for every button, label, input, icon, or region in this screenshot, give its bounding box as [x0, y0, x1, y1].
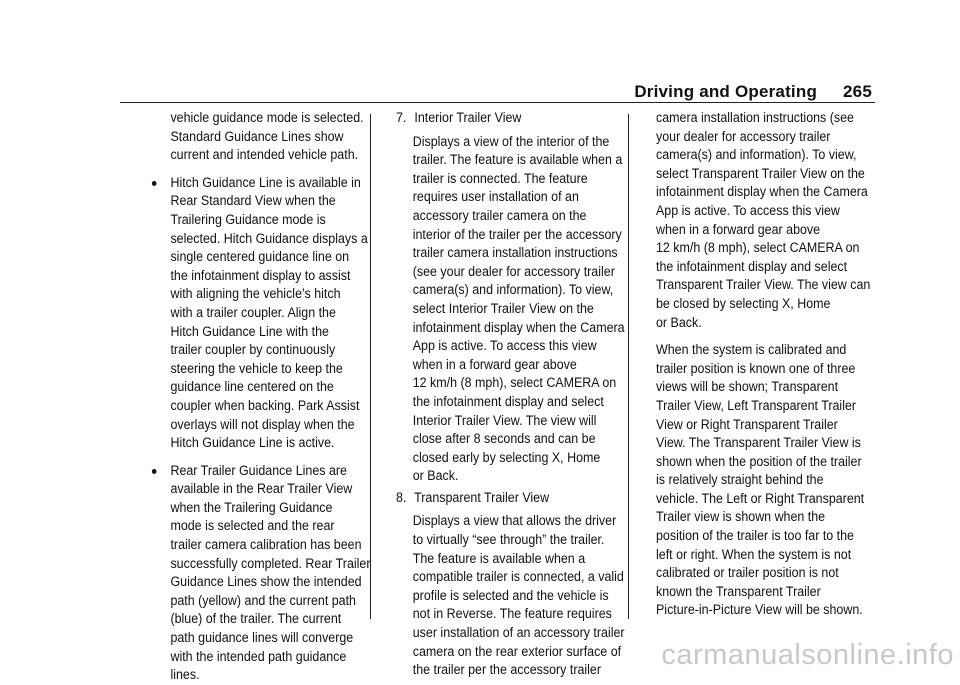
- text-line: the trailer per the accessory trailer: [412, 662, 602, 678]
- text-line: Picture-in-Picture View will be shown.: [656, 602, 863, 618]
- column-3: [656, 109, 879, 620]
- text-line: user installation of an accessory trailer: [412, 625, 625, 641]
- text-line: trailer camera calibration has been: [170, 537, 362, 553]
- item-title: Transparent Trailer View: [414, 489, 550, 505]
- text-line: Interior Trailer View. The view will: [412, 412, 597, 428]
- text-line: path (yellow) and the current path: [170, 592, 356, 608]
- item-interior-trailer-view: [396, 109, 625, 486]
- item-transparent-trailer-view: [396, 489, 625, 680]
- text-line: select Interior Trailer View on the: [412, 300, 594, 316]
- text-line: Trailering Guidance mode is: [170, 211, 326, 227]
- text-line: The feature is available when a: [412, 550, 586, 566]
- text-line: When the system is calibrated and: [656, 342, 847, 358]
- text-line: path guidance lines will converge: [170, 630, 354, 646]
- continued-text: [150, 109, 364, 165]
- bullet-icon: [152, 181, 157, 186]
- text-line: calibrated or trailer position is not: [656, 565, 839, 581]
- text-line: or Back.: [412, 468, 459, 484]
- text-line: selected. Hitch Guidance displays a: [170, 230, 368, 246]
- text-line: your dealer for accessory trailer: [656, 128, 831, 144]
- text-line: be closed by selecting X, Home: [656, 295, 831, 311]
- text-line: current and intended vehicle path.: [170, 147, 359, 163]
- item-number: 7.: [396, 110, 407, 125]
- text-line: App is active. To access this view: [656, 202, 840, 218]
- text-line: infotainment display when the Camera: [656, 184, 868, 200]
- item-title: Interior Trailer View: [414, 110, 522, 125]
- text-line: View or Right Transparent Trailer: [656, 416, 838, 432]
- column-divider-1: [370, 114, 371, 619]
- text-line: mode is selected and the rear: [170, 518, 335, 534]
- text-line: close after 8 seconds and can be: [412, 431, 596, 447]
- text-line: closed early by selecting X, Home: [412, 449, 601, 465]
- page-header: [634, 82, 872, 102]
- text-line: steering the vehicle to keep the: [170, 360, 343, 376]
- text-line: 12 km/h (8 mph), select CAMERA on: [656, 240, 860, 256]
- text-line: camera installation instructions (see: [656, 110, 854, 125]
- text-line: Hitch Guidance Line is available in: [170, 174, 361, 190]
- text-line: the infotainment display and select: [656, 258, 848, 274]
- text-line: lines.: [170, 667, 200, 683]
- paragraph-calibration: [656, 341, 879, 620]
- text-line: camera(s) and information). To view,: [656, 147, 857, 163]
- section-title: Driving and Operating: [634, 82, 818, 101]
- text-line: Rear Standard View when the: [170, 193, 336, 209]
- text-line: trailer camera installation instructions: [412, 245, 618, 261]
- text-line: is relatively straight behind the: [656, 472, 824, 488]
- text-line: camera on the rear exterior surface of: [412, 643, 622, 659]
- text-line: single centered guidance line on: [170, 249, 350, 265]
- text-line: trailer position is known one of three: [656, 360, 856, 376]
- text-line: Guidance Lines show the intended: [170, 574, 362, 590]
- text-line: views will be shown; Transparent: [656, 379, 839, 395]
- text-line: known the Transparent Trailer: [656, 583, 821, 599]
- bullet-icon: [152, 469, 157, 474]
- text-line: left or right. When the system is not: [656, 546, 852, 562]
- paragraph-view-instructions: [656, 109, 879, 332]
- text-line: (see your dealer for accessory trailer: [412, 263, 615, 279]
- text-line: infotainment display when the Camera: [412, 319, 625, 335]
- text-line: Hitch Guidance Line is active.: [170, 435, 335, 451]
- bullet-hitch-guidance: [150, 174, 368, 453]
- text-line: the infotainment display to assist: [170, 267, 351, 283]
- text-line: guidance line centered on the: [170, 379, 334, 395]
- text-line: 12 km/h (8 mph), select CAMERA on: [412, 375, 617, 391]
- column-2: [396, 109, 625, 680]
- text-line: trailer is connected. The feature: [412, 170, 588, 186]
- text-line: not in Reverse. The feature requires: [412, 606, 612, 622]
- text-line: available in the Rear Trailer View: [170, 481, 353, 497]
- text-line: trailer coupler by continuously: [170, 342, 336, 358]
- bullet-rear-trailer-guidance: [150, 462, 371, 685]
- text-line: overlays will not display when the: [170, 416, 355, 432]
- text-line: requires user installation of an: [412, 189, 579, 205]
- text-line: to virtually “see through” the trailer.: [412, 532, 605, 548]
- column-1: [150, 109, 371, 685]
- text-line: the infotainment display and select: [412, 393, 604, 409]
- text-line: compatible trailer is connected, a valid: [412, 569, 624, 585]
- text-line: successfully completed. Rear Trailer: [170, 555, 371, 571]
- text-line: when in a forward gear above: [412, 356, 577, 372]
- text-line: select Transparent Trailer View on the: [656, 165, 865, 181]
- text-line: when the Trailering Guidance: [170, 499, 333, 515]
- text-line: Hitch Guidance Line with the: [170, 323, 329, 339]
- text-line: Standard Guidance Lines show: [170, 128, 344, 144]
- text-line: trailer. The feature is available when a: [412, 152, 623, 168]
- header-rule: [120, 102, 875, 103]
- text-line: position of the trailer is too far to the: [656, 528, 854, 544]
- text-line: (blue) of the trailer. The current: [170, 611, 342, 627]
- text-line: Displays a view that allows the driver: [412, 513, 617, 529]
- text-line: View. The Transparent Trailer View is: [656, 435, 861, 451]
- text-line: Rear Trailer Guidance Lines are: [170, 462, 347, 478]
- text-line: or Back.: [656, 314, 702, 330]
- text-line: vehicle. The Left or Right Transparent: [656, 490, 865, 506]
- page-number: 265: [843, 82, 872, 101]
- text-line: with a trailer coupler. Align the: [170, 304, 336, 320]
- text-line: profile is selected and the vehicle is: [412, 587, 609, 603]
- text-line: Transparent Trailer View. The view can: [656, 277, 871, 293]
- text-line: Trailer View, Left Transparent Trailer: [656, 397, 857, 413]
- text-line: with aligning the vehicle’s hitch: [170, 286, 341, 302]
- text-line: Displays a view of the interior of the: [412, 133, 610, 149]
- text-line: vehicle guidance mode is selected.: [170, 110, 364, 125]
- text-line: coupler when backing. Park Assist: [170, 397, 360, 413]
- text-line: App is active. To access this view: [412, 338, 597, 354]
- text-line: camera(s) and information). To view,: [412, 282, 614, 298]
- item-number: 8.: [396, 489, 407, 505]
- column-divider-2: [628, 114, 629, 619]
- text-line: when in a forward gear above: [656, 221, 821, 237]
- text-line: Trailer view is shown when the: [656, 509, 826, 525]
- text-line: with the intended path guidance: [170, 648, 347, 664]
- watermark: carmanualsonline.info: [661, 639, 954, 671]
- text-line: accessory trailer camera on the: [412, 207, 587, 223]
- text-line: interior of the trailer per the accessory: [412, 226, 622, 242]
- text-line: shown when the position of the trailer: [656, 453, 862, 469]
